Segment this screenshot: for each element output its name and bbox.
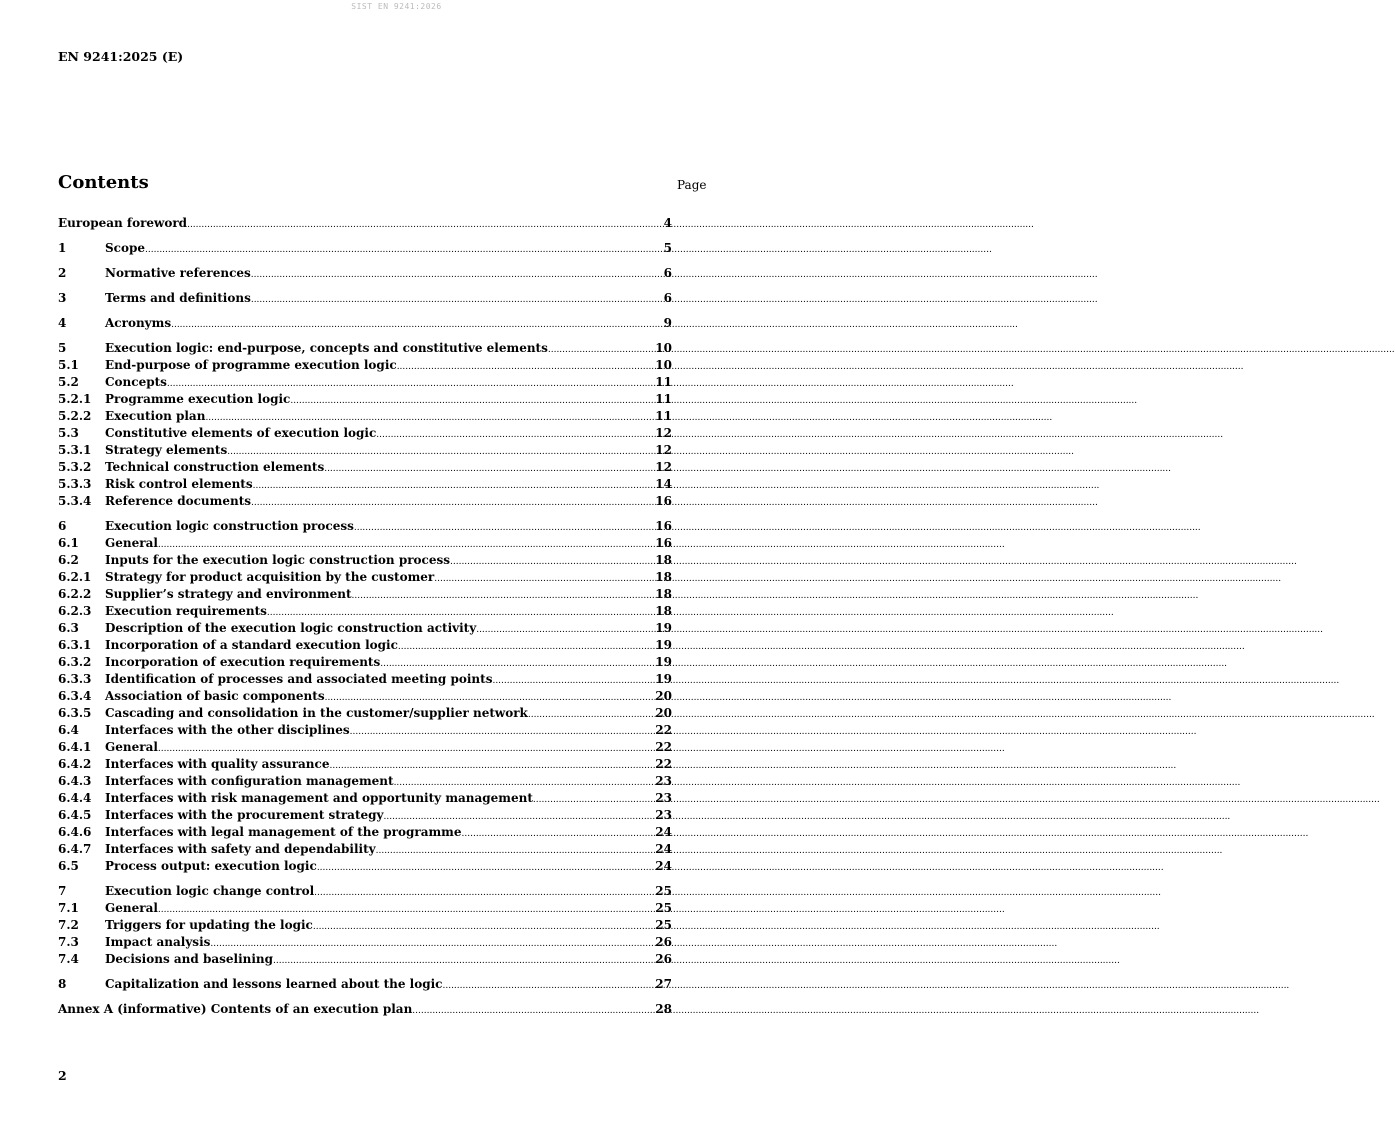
toc-entry-title: Interfaces with legal management of the programme [105, 825, 462, 839]
toc-entry-page: 28 [655, 1002, 672, 1016]
toc-entry-page: 14 [655, 477, 672, 491]
toc-entry-page: 19 [655, 672, 672, 686]
toc-entry[interactable] [58, 586, 672, 603]
toc-entry-title: Capitalization and lessons learned about the logic [105, 977, 443, 991]
toc-entry-number: 7.4 [58, 952, 79, 966]
toc-entry-title: Association of basic components [105, 689, 325, 703]
toc-entry-title: Decisions and baselining [105, 952, 274, 966]
toc-entry-title: General [105, 740, 158, 754]
toc-entry-number: 5.3.1 [58, 443, 92, 457]
toc-entry[interactable] [58, 934, 672, 951]
toc-dot-leader [376, 427, 654, 444]
toc-entry[interactable] [58, 620, 672, 637]
toc-entry-title: European foreword [58, 216, 188, 230]
toc-entry-page: 27 [655, 977, 672, 991]
toc-entry-number: 6.4.7 [58, 842, 92, 856]
toc-entry-title: Impact analysis [105, 935, 211, 949]
toc-dot-leader [314, 885, 654, 902]
toc-entry[interactable] [58, 374, 672, 391]
toc-entry-page: 23 [655, 774, 672, 788]
toc-entry[interactable] [58, 705, 672, 722]
toc-entry-title: Execution plan [105, 409, 206, 423]
toc-entry[interactable] [58, 858, 672, 875]
toc-entry[interactable] [58, 654, 672, 671]
toc-entry-title: Technical construction elements [105, 460, 325, 474]
toc-entry-number: 5.1 [58, 358, 79, 372]
toc-entry-number: 6.3.1 [58, 638, 92, 652]
toc-dot-leader [533, 792, 654, 809]
toc-entry-page: 22 [655, 740, 672, 754]
toc-entry-number: 6.2.3 [58, 604, 92, 618]
toc-entry-number: 5.3 [58, 426, 79, 440]
toc-entry[interactable] [58, 773, 672, 790]
toc-entry-page: 24 [655, 825, 672, 839]
toc-entry-page: 18 [655, 553, 672, 567]
table-of-contents [58, 215, 672, 1018]
toc-entry-title: Execution requirements [105, 604, 267, 618]
toc-entry[interactable] [58, 917, 672, 934]
toc-entry[interactable] [58, 637, 672, 654]
toc-entry[interactable] [58, 569, 672, 586]
toc-entry[interactable] [58, 240, 672, 257]
toc-entry-title: Inputs for the execution logic construction process [105, 553, 450, 567]
toc-entry-number: 6.5 [58, 859, 79, 873]
toc-entry[interactable] [58, 688, 672, 705]
toc-entry-page: 6 [663, 266, 672, 280]
toc-entry-title: Interfaces with the other disciplines [105, 723, 350, 737]
toc-entry[interactable] [58, 215, 672, 232]
toc-entry-page: 16 [655, 494, 672, 508]
toc-entry[interactable] [58, 883, 672, 900]
toc-entry-title: Risk control elements [105, 477, 253, 491]
toc-entry-title: Execution logic construction process [105, 519, 354, 533]
toc-dot-leader [253, 478, 655, 495]
toc-entry-number: 6.4.5 [58, 808, 92, 822]
toc-entry-title: Strategy elements [105, 443, 228, 457]
toc-entry[interactable] [58, 340, 672, 357]
page-column-label: Page [677, 178, 707, 192]
toc-entry-title: Cascading and consolidation in the customer/supplier network [105, 706, 528, 720]
toc-entry-page: 23 [655, 791, 672, 805]
document-id: EN 9241:2025 (E) [58, 49, 184, 64]
toc-entry-page: 18 [655, 587, 672, 601]
toc-dot-leader [462, 826, 655, 843]
toc-dot-leader [376, 843, 655, 860]
toc-entry-page: 11 [655, 375, 672, 389]
toc-entry-page: 6 [663, 291, 672, 305]
toc-entry[interactable] [58, 739, 672, 756]
toc-entry-page: 22 [655, 757, 672, 771]
toc-entry-page: 18 [655, 570, 672, 584]
toc-entry[interactable] [58, 535, 672, 552]
toc-dot-leader [476, 622, 654, 639]
toc-dot-leader [528, 707, 654, 724]
toc-entry-number: 7 [58, 884, 67, 898]
toc-dot-leader [187, 217, 663, 234]
toc-entry-number: 6.2.1 [58, 570, 92, 584]
toc-dot-leader [398, 639, 654, 656]
toc-entry[interactable] [58, 265, 672, 282]
toc-entry-page: 9 [663, 316, 672, 330]
toc-entry[interactable] [58, 442, 672, 459]
toc-entry-title: Concepts [105, 375, 167, 389]
toc-entry-title: Programme execution logic [105, 392, 291, 406]
toc-entry-page: 12 [655, 460, 672, 474]
toc-entry[interactable] [58, 807, 672, 824]
toc-entry-title: General [105, 536, 158, 550]
toc-entry-page: 18 [655, 604, 672, 618]
toc-entry-number: 5.2.1 [58, 392, 92, 406]
toc-entry[interactable] [58, 290, 672, 307]
toc-entry-page: 16 [655, 536, 672, 550]
toc-entry[interactable] [58, 459, 672, 476]
toc-entry-number: 3 [58, 291, 67, 305]
toc-entry-page: 20 [655, 706, 672, 720]
toc-entry-number: 6.4.1 [58, 740, 92, 754]
toc-entry[interactable] [58, 900, 672, 917]
toc-entry-title: Identification of processes and associated meeting points [105, 672, 493, 686]
toc-entry[interactable] [58, 603, 672, 620]
toc-dot-leader [397, 359, 655, 376]
watermark: SIST EN 9241:2026 [351, 2, 442, 11]
toc-entry-number: 8 [58, 977, 67, 991]
toc-dot-leader [171, 317, 663, 334]
toc-dot-leader [492, 673, 654, 690]
toc-entry-number: 4 [58, 316, 67, 330]
toc-entry-number: 6.2.2 [58, 587, 92, 601]
toc-entry-number: 6.4 [58, 723, 79, 737]
toc-entry-page: 5 [663, 241, 672, 255]
toc-entry-title: Triggers for updating the logic [105, 918, 313, 932]
toc-entry[interactable] [58, 1001, 672, 1018]
toc-entry-number: 7.3 [58, 935, 79, 949]
toc-entry-page: 10 [655, 358, 672, 372]
toc-entry-title: Reference documents [105, 494, 251, 508]
toc-entry-title: Execution logic change control [105, 884, 315, 898]
toc-entry-page: 24 [655, 842, 672, 856]
toc-dot-leader [350, 724, 655, 741]
toc-entry-page: 16 [655, 519, 672, 533]
toc-entry-number: 6.3 [58, 621, 79, 635]
toc-dot-leader [352, 588, 655, 605]
toc-entry[interactable] [58, 671, 672, 688]
toc-entry-page: 19 [655, 638, 672, 652]
toc-entry[interactable] [58, 824, 672, 841]
toc-entry-number: 2 [58, 266, 67, 280]
toc-entry[interactable] [58, 841, 672, 858]
toc-entry-title: Acronyms [105, 316, 172, 330]
toc-entry[interactable] [58, 552, 672, 569]
toc-dot-leader [145, 242, 663, 259]
toc-dot-leader [450, 554, 654, 571]
page-number: 2 [58, 1068, 67, 1083]
toc-dot-leader [290, 393, 654, 410]
toc-entry-number: 6.3.4 [58, 689, 92, 703]
toc-entry[interactable] [58, 756, 672, 773]
toc-entry[interactable] [58, 790, 672, 807]
toc-entry-title: Interfaces with configuration management [105, 774, 394, 788]
toc-entry-number: 6.4.3 [58, 774, 92, 788]
toc-entry-number: 5 [58, 341, 67, 355]
toc-entry[interactable] [58, 408, 672, 425]
toc-entry-page: 4 [663, 216, 672, 230]
toc-entry[interactable] [58, 493, 672, 510]
toc-entry[interactable] [58, 976, 672, 993]
toc-entry-page: 25 [655, 884, 672, 898]
toc-dot-leader [251, 292, 663, 309]
toc-entry-number: 5.2.2 [58, 409, 92, 423]
toc-dot-leader [324, 461, 654, 478]
toc-entry-title: Execution logic: end-purpose, concepts and constitutive elements [105, 341, 548, 355]
toc-entry-number: 7.1 [58, 901, 79, 915]
toc-entry-title: Interfaces with risk management and opportunity management [105, 791, 533, 805]
toc-entry-number: 6.3.3 [58, 672, 92, 686]
toc-entry-title: Interfaces with quality assurance [105, 757, 330, 771]
toc-entry-title: End-purpose of programme execution logic [105, 358, 397, 372]
toc-entry-title: Process output: execution logic [105, 859, 317, 873]
toc-entry-number: 6.4.2 [58, 757, 92, 771]
toc-entry-number: 5.3.3 [58, 477, 92, 491]
toc-entry-number: 6 [58, 519, 67, 533]
toc-entry[interactable] [58, 425, 672, 442]
toc-entry-number: 7.2 [58, 918, 79, 932]
toc-entry[interactable] [58, 951, 672, 968]
toc-entry-page: 20 [655, 689, 672, 703]
toc-entry-title: Annex A (informative) Contents of an execution plan [58, 1002, 413, 1016]
toc-entry-number: 5.3.4 [58, 494, 92, 508]
toc-entry[interactable] [58, 391, 672, 408]
toc-entry-title: Strategy for product acquisition by the customer [105, 570, 435, 584]
toc-entry-page: 26 [655, 935, 672, 949]
toc-entry-page: 25 [655, 918, 672, 932]
toc-entry-page: 25 [655, 901, 672, 915]
toc-dot-leader [442, 978, 654, 995]
toc-entry-page: 12 [655, 426, 672, 440]
toc-entry-page: 11 [655, 392, 672, 406]
toc-dot-leader [251, 267, 663, 284]
toc-dot-leader [354, 520, 654, 537]
toc-entry-title: Incorporation of a standard execution logic [105, 638, 398, 652]
toc-entry-title: Terms and definitions [105, 291, 251, 305]
toc-entry-page: 10 [655, 341, 672, 355]
toc-entry-page: 12 [655, 443, 672, 457]
toc-entry-title: Interfaces with the procurement strategy [105, 808, 384, 822]
toc-entry-number: 6.4.6 [58, 825, 92, 839]
toc-dot-leader [548, 342, 654, 359]
toc-entry-number: 6.2 [58, 553, 79, 567]
toc-dot-leader [210, 936, 654, 953]
toc-dot-leader [317, 860, 654, 877]
toc-entry-number: 6.1 [58, 536, 79, 550]
toc-entry-number: 6.3.5 [58, 706, 92, 720]
toc-title: Contents [58, 172, 149, 193]
toc-entry-number: 1 [58, 241, 67, 255]
toc-entry-number: 5.2 [58, 375, 79, 389]
toc-entry-title: Incorporation of execution requirements [105, 655, 381, 669]
toc-entry-number: 6.3.2 [58, 655, 92, 669]
toc-entry[interactable] [58, 518, 672, 535]
toc-entry-number: 6.4.4 [58, 791, 92, 805]
toc-entry-title: Description of the execution logic construction activity [105, 621, 477, 635]
toc-entry-title: Constitutive elements of execution logic [105, 426, 377, 440]
toc-entry-page: 11 [655, 409, 672, 423]
toc-entry[interactable] [58, 357, 672, 374]
toc-entry-page: 23 [655, 808, 672, 822]
toc-entry-title: Scope [105, 241, 146, 255]
toc-entry-number: 5.3.2 [58, 460, 92, 474]
toc-entry-page: 19 [655, 655, 672, 669]
toc-dot-leader [313, 919, 654, 936]
toc-entry-page: 22 [655, 723, 672, 737]
toc-dot-leader [273, 953, 654, 970]
toc-entry-page: 19 [655, 621, 672, 635]
toc-entry-title: Interfaces with safety and dependability [105, 842, 376, 856]
toc-dot-leader [434, 571, 654, 588]
toc-entry-page: 24 [655, 859, 672, 873]
toc-entry-page: 26 [655, 952, 672, 966]
toc-entry[interactable] [58, 476, 672, 493]
toc-entry-title: Normative references [105, 266, 251, 280]
toc-dot-leader [251, 495, 654, 512]
toc-entry[interactable] [58, 722, 672, 739]
toc-entry-title: General [105, 901, 158, 915]
toc-entry-title: Supplier’s strategy and environment [105, 587, 352, 601]
toc-dot-leader [412, 1003, 654, 1020]
toc-entry[interactable] [58, 315, 672, 332]
